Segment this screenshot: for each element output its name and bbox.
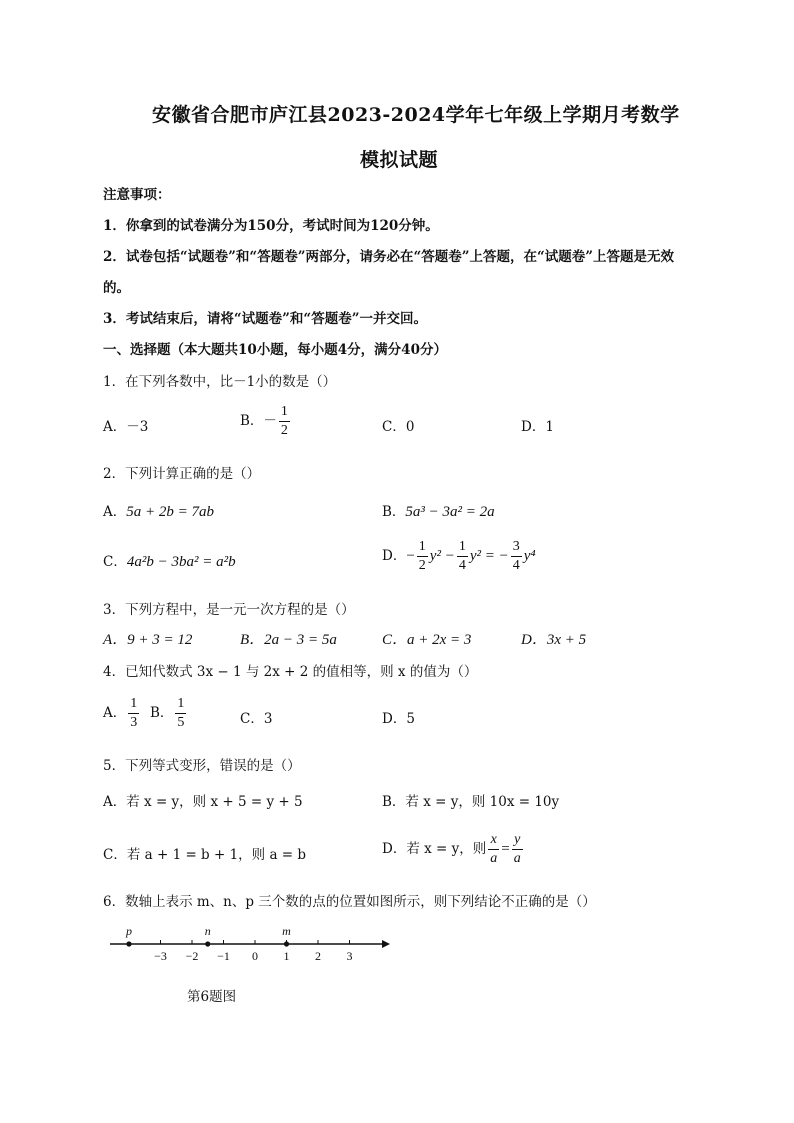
q4-option-a — [103, 697, 141, 730]
fraction-numerator: 1 — [457, 540, 468, 557]
number-line-point-label: n — [204, 924, 211, 938]
notice-item-2: 2．试卷包括“试题卷”和“答题卷”两部分，请务必在“答题卷”上答题，在“试题卷”上答题是无效 — [103, 249, 675, 265]
question-4-stem: 4．已知代数式 3x − 1 与 2x + 2 的值相等，则 x 的值为（） — [103, 664, 478, 680]
q4-option-b — [150, 697, 188, 730]
q3-option-a: A．9 + 3 = 12 — [103, 632, 193, 648]
q2-option-d: D．− $\frac{1}{2}$ y² − $\frac{1}{4}$ y² = − $\frac{3}{4}$ y⁴ — [382, 539, 536, 573]
question-3-stem: 3．下列方程中，是一元一次方程的是（） — [103, 602, 355, 618]
notice-item-2-cont: 的。 — [103, 280, 130, 296]
number-line-arrow-icon — [382, 940, 390, 948]
fraction-numerator: 3 — [511, 540, 522, 557]
notice-item-1: 1．你拿到的试卷满分为150分，考试时间为120分钟。 — [103, 218, 439, 234]
question-6-stem: 6．数轴上表示 m、n、p 三个数的点的位置如图所示，则下列结论不正确的是（） — [103, 894, 596, 910]
notice-heading: 注意事项： — [103, 187, 171, 203]
q2-option-c — [103, 550, 236, 571]
q5-option-d-fraction-1 — [488, 833, 499, 866]
q5-option-d-fraction-2 — [512, 833, 523, 866]
question-5-stem: 5．下列等式变形，错误的是（） — [103, 758, 301, 774]
number-line-point-m — [284, 941, 289, 946]
number-line-point-n — [205, 941, 210, 946]
section-heading: 一、选择题（本大题共10小题，每小题4分，满分40分） — [103, 342, 447, 358]
q2-option-a-label: A． — [103, 504, 127, 520]
q2-option-d-middle: y² − — [429, 548, 455, 564]
fraction-numerator: 1 — [128, 697, 139, 714]
page-title: 安徽省合肥市庐江县2023-2024学年七年级上学期月考数学 — [152, 104, 680, 126]
q4-option-c: C．3 — [240, 711, 273, 727]
q5-option-d-prefix: D．若 x = y，则 — [382, 841, 487, 857]
fraction-denominator: 2 — [280, 423, 288, 438]
notice-item-3: 3．考试结束后，请将“试题卷”和“答题卷”一并交回。 — [103, 311, 427, 327]
q4-option-b-fraction — [175, 697, 186, 730]
number-line-tick-label: −2 — [185, 949, 199, 963]
q2-option-d-equals: y² = − — [469, 548, 509, 564]
q1-option-b-fraction — [279, 405, 290, 438]
q2-option-d-fraction-1 — [417, 540, 428, 573]
q2-option-b — [382, 500, 495, 521]
number-line-tick-label: 0 — [252, 949, 258, 963]
fraction-denominator: 3 — [130, 715, 138, 730]
q2-option-d-fraction-2 — [457, 540, 468, 573]
page-subtitle: 模拟试题 — [360, 149, 439, 171]
fraction-numerator: 1 — [175, 697, 186, 714]
q2-option-d-tail: y⁴ — [523, 548, 536, 564]
number-line-points — [125, 924, 291, 947]
fraction-numerator: x — [488, 833, 499, 850]
q4-option-d: D．5 — [382, 711, 415, 727]
fraction-denominator: 5 — [177, 715, 185, 730]
number-line-point-label: p — [126, 924, 132, 938]
q2-option-d-fraction-3 — [511, 540, 522, 573]
number-line-figure — [100, 918, 400, 968]
q2-option-b-expr: 5a³ − 3a² = 2a — [405, 504, 495, 520]
q3-option-d: D．3x + 5 — [521, 632, 587, 648]
q5-option-a: A．若 x = y，则 x + 5 = y + 5 — [103, 794, 303, 810]
q2-option-d-label: D． — [382, 548, 407, 564]
number-line-tick-label: −3 — [154, 949, 167, 963]
fraction-denominator: a — [513, 851, 521, 866]
q2-option-a-expr: 5a + 2b = 7ab — [126, 504, 214, 520]
number-line-tick-label: 2 — [315, 949, 321, 963]
fraction-denominator: a — [490, 851, 498, 866]
q1-option-b — [240, 405, 292, 438]
q1-option-c: C．0 — [382, 419, 415, 435]
q4-option-a-label: A． — [103, 705, 127, 721]
fraction-numerator: y — [512, 833, 523, 850]
q4-option-a-fraction — [128, 697, 139, 730]
q1-option-b-prefix: B．－ — [240, 413, 277, 429]
question-1-stem: 1．在下列各数中，比－1小的数是（） — [103, 374, 337, 390]
q3-option-c: C．a + 2x = 3 — [382, 632, 472, 648]
q1-option-a: A．－3 — [103, 419, 149, 435]
q2-option-b-label: B． — [382, 504, 406, 520]
fraction-denominator: 2 — [418, 558, 426, 573]
q5-option-c: C．若 a + 1 = b + 1，则 a = b — [103, 847, 307, 863]
number-line-tick-label: 3 — [346, 949, 353, 963]
number-line-point-p — [126, 941, 131, 946]
number-line-tick-label: −1 — [217, 949, 230, 963]
q2-option-c-expr: 4a²b − 3ba² = a²b — [126, 554, 236, 570]
q4-option-b-label: B． — [150, 705, 174, 721]
number-line-tick-label: 1 — [283, 949, 290, 963]
fraction-numerator: 1 — [279, 405, 290, 422]
fraction-numerator: 1 — [417, 540, 428, 557]
figure-caption: 第6题图 — [187, 989, 237, 1005]
q1-option-d: D．1 — [521, 419, 554, 435]
q5-option-d-equals: = — [501, 841, 510, 857]
q5-option-d — [382, 833, 525, 866]
q3-option-b: B．2a − 3 = 5a — [240, 632, 337, 648]
question-2-stem: 2．下列计算正确的是（） — [103, 466, 261, 482]
q5-option-b: B．若 x = y，则 10x = 10y — [382, 794, 560, 810]
number-line-point-label: m — [282, 924, 291, 938]
fraction-denominator: 4 — [512, 558, 520, 573]
q2-option-a — [103, 500, 214, 521]
q2-option-c-label: C． — [103, 554, 127, 570]
fraction-denominator: 4 — [458, 558, 466, 573]
